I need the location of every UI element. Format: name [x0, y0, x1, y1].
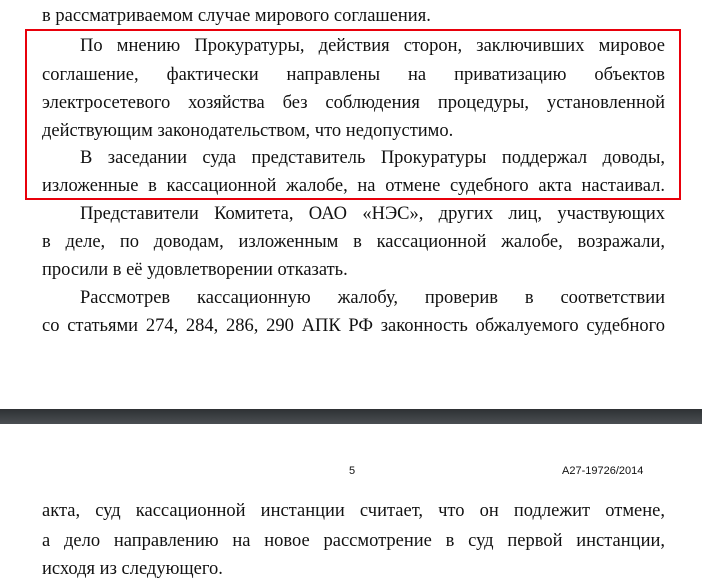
page-separator [0, 409, 702, 424]
text-line: акта, суд кассационной инстанции считает, что он подлежит отмене, [42, 501, 665, 521]
page-number: 5 [349, 465, 356, 477]
text-line: действующим законодательством, что недопустимо. [42, 121, 454, 141]
text-line: а дело направлению на новое рассмотрение в суд первой инстанции, [42, 531, 665, 551]
highlight-box [25, 29, 681, 200]
text-line: соглашение, фактически направлены на приватизацию объектов [42, 65, 665, 85]
text-line: По мнению Прокуратуры, действия сторон, заключивших мировое [80, 36, 665, 56]
text-line: в деле, по доводам, изложенным в кассационной жалобе, возражали, [42, 232, 665, 252]
text-line: Представители Комитета, ОАО «НЭС», других лиц, участвующих [80, 204, 665, 224]
text-line: исходя из следующего. [42, 559, 223, 579]
text-line: со статьями 274, 284, 286, 290 АПК РФ законность обжалуемого судебного [42, 316, 665, 336]
text-line: электросетевого хозяйства без соблюдения процедуры, установленной [42, 93, 665, 113]
text-line: просили в её удовлетворении отказать. [42, 260, 348, 280]
text-line: в рассматриваемом случае мирового соглашения. [42, 6, 431, 26]
case-number: А27-19726/2014 [562, 465, 644, 477]
text-line: Рассмотрев кассационную жалобу, проверив в соответствии [80, 288, 665, 308]
text-line: В заседании суда представитель Прокуратуры поддержал доводы, [80, 148, 665, 168]
text-line: изложенные в кассационной жалобе, на отмене судебного акта настаивал. [42, 176, 665, 196]
